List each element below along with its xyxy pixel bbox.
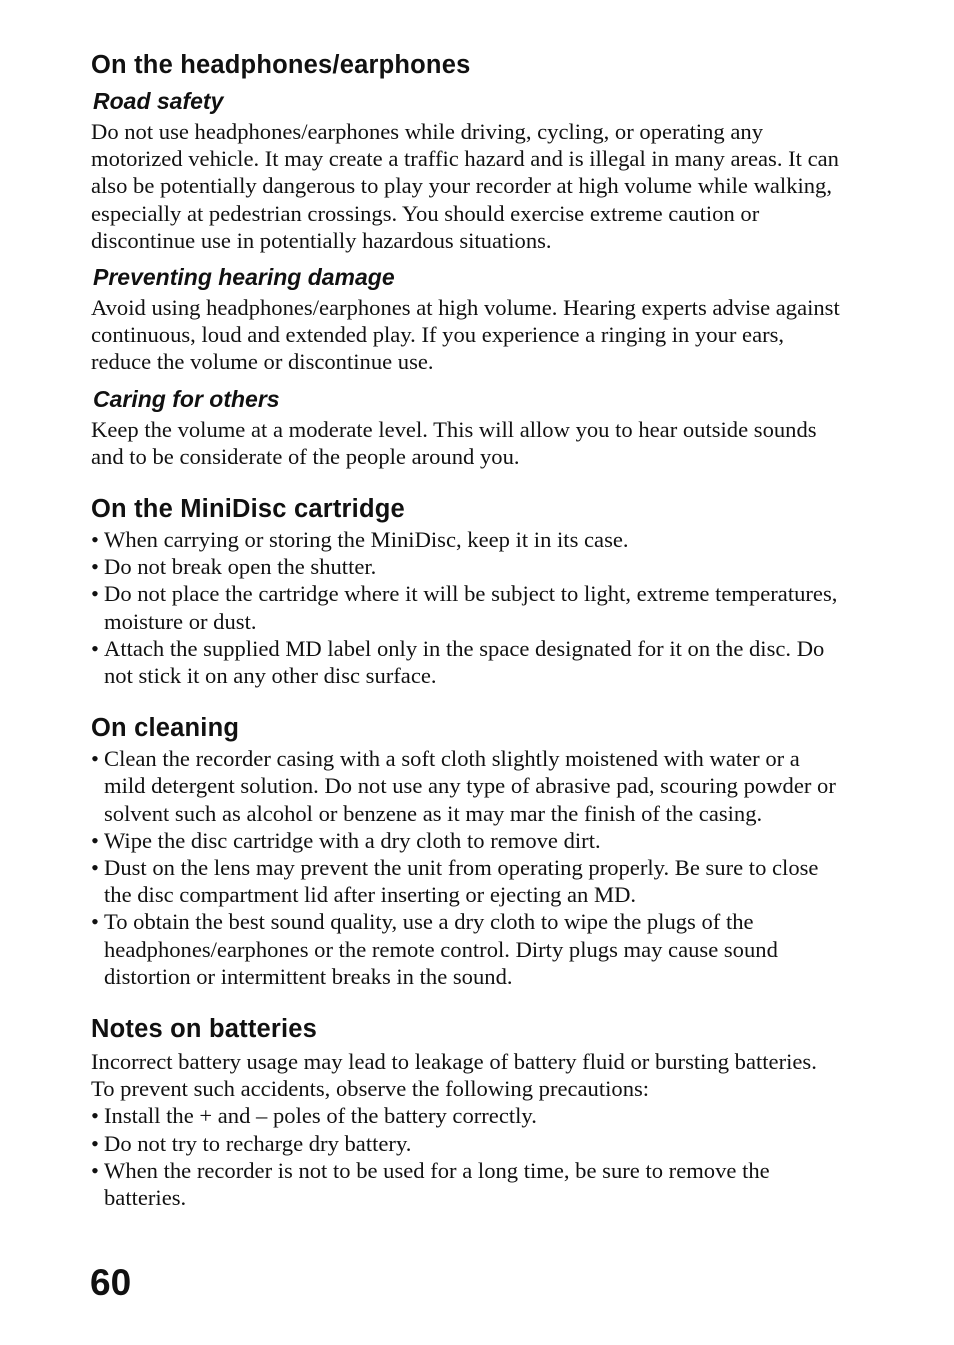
batteries-intro-text: Incorrect battery usage may lead to leakage of battery fluid or bursting batteries. To prevent such accidents, observe the following precautions:	[91, 1049, 817, 1102]
subsection-title-hearing-damage: Preventing hearing damage	[93, 264, 395, 291]
list-item-text: Wipe the disc cartridge with a dry cloth to remove dirt.	[104, 827, 601, 853]
bullet-icon: •	[91, 554, 99, 580]
bullet-icon: •	[91, 527, 99, 553]
manual-page	[91, 48, 843, 1211]
list-item	[91, 827, 843, 854]
caring-others-text: Keep the volume at a moderate level. This will allow you to hear outside sounds and to be considerate of the people around you.	[91, 416, 817, 469]
bullet-icon: •	[91, 635, 99, 661]
list-item	[91, 1102, 843, 1129]
list-item-text: Dust on the lens may prevent the unit from operating properly. Be sure to close the disc compartment lid after inserting or ejecting an MD.	[104, 855, 819, 908]
list-item-text: Install the + and – poles of the battery correctly.	[104, 1103, 537, 1129]
list-item-text: Attach the supplied MD label only in the space designated for it on the disc. Do not stick it on any other disc surface.	[104, 635, 825, 689]
list-item	[91, 908, 843, 990]
list-item-text: When the recorder is not to be used for a long time, be sure to remove the batteries.	[104, 1157, 770, 1211]
section-title-cleaning: On cleaning	[91, 714, 240, 743]
list-item	[91, 580, 843, 634]
section-cleaning	[91, 711, 843, 990]
bullet-icon: •	[91, 855, 99, 881]
road-safety-text: Do not use headphones/earphones while driving, cycling, or operating any motorized vehicle. It may create a traffic hazard and is illegal in many areas. It can also be potentially dangerous to play your recorder at high volume while walking, especially at pedestrian crossings. You should exercise extreme caution or discontinue use in potentially hazardous situations.	[91, 119, 839, 253]
bullet-icon: •	[91, 1157, 99, 1183]
list-item	[91, 553, 843, 580]
list-item-text: When carrying or storing the MiniDisc, keep it in its case.	[104, 527, 629, 553]
list-item-text: Do not place the cartridge where it will be subject to light, extreme temperatures, moisture or dust.	[104, 581, 838, 634]
list-item	[91, 745, 843, 827]
list-item-text: Clean the recorder casing with a soft cloth slightly moistened with water or a mild detergent solution. Do not use any type of abrasive pad, scouring powder or solvent such as alcohol or benzene as it may mar the finish of the casing.	[104, 746, 836, 826]
subsection-road-safety	[91, 86, 843, 254]
bullet-icon: •	[91, 746, 99, 772]
section-title-minidisc: On the MiniDisc cartridge	[91, 495, 405, 524]
subsection-caring-others	[91, 384, 843, 470]
section-headphones	[91, 48, 843, 470]
list-item	[91, 1130, 843, 1157]
page-number: 60	[90, 1262, 132, 1303]
section-title-headphones: On the headphones/earphones	[91, 51, 471, 79]
list-item-text: To obtain the best sound quality, use a dry cloth to wipe the plugs of the headphones/earphones or the remote control. Dirty plugs may cause sound distortion or intermittent breaks in the sound.	[104, 909, 778, 989]
section-batteries	[91, 1012, 843, 1211]
section-minidisc	[91, 492, 843, 689]
bullet-icon: •	[91, 1130, 99, 1156]
subsection-hearing-damage	[91, 262, 843, 376]
bullet-icon: •	[91, 581, 99, 607]
list-item-text: Do not break open the shutter.	[104, 554, 377, 580]
bullet-icon: •	[91, 909, 99, 935]
batteries-bullet-list	[91, 1102, 843, 1211]
list-item-text: Do not try to recharge dry battery.	[104, 1130, 412, 1156]
cleaning-bullet-list	[91, 745, 843, 990]
list-item	[91, 635, 843, 689]
list-item	[91, 526, 843, 553]
bullet-icon: •	[91, 1103, 99, 1129]
bullet-icon: •	[91, 827, 99, 853]
section-title-batteries: Notes on batteries	[91, 1015, 318, 1044]
hearing-damage-text: Avoid using headphones/earphones at high volume. Hearing experts advise against continuous, loud and extended play. If you experience a ringing in your ears, reduce the volume or discontinue use.	[91, 295, 840, 375]
list-item	[91, 854, 843, 908]
list-item	[91, 1157, 843, 1211]
subsection-title-road-safety: Road safety	[93, 88, 224, 114]
subsection-title-caring-others: Caring for others	[93, 385, 280, 412]
minidisc-bullet-list	[91, 526, 843, 689]
